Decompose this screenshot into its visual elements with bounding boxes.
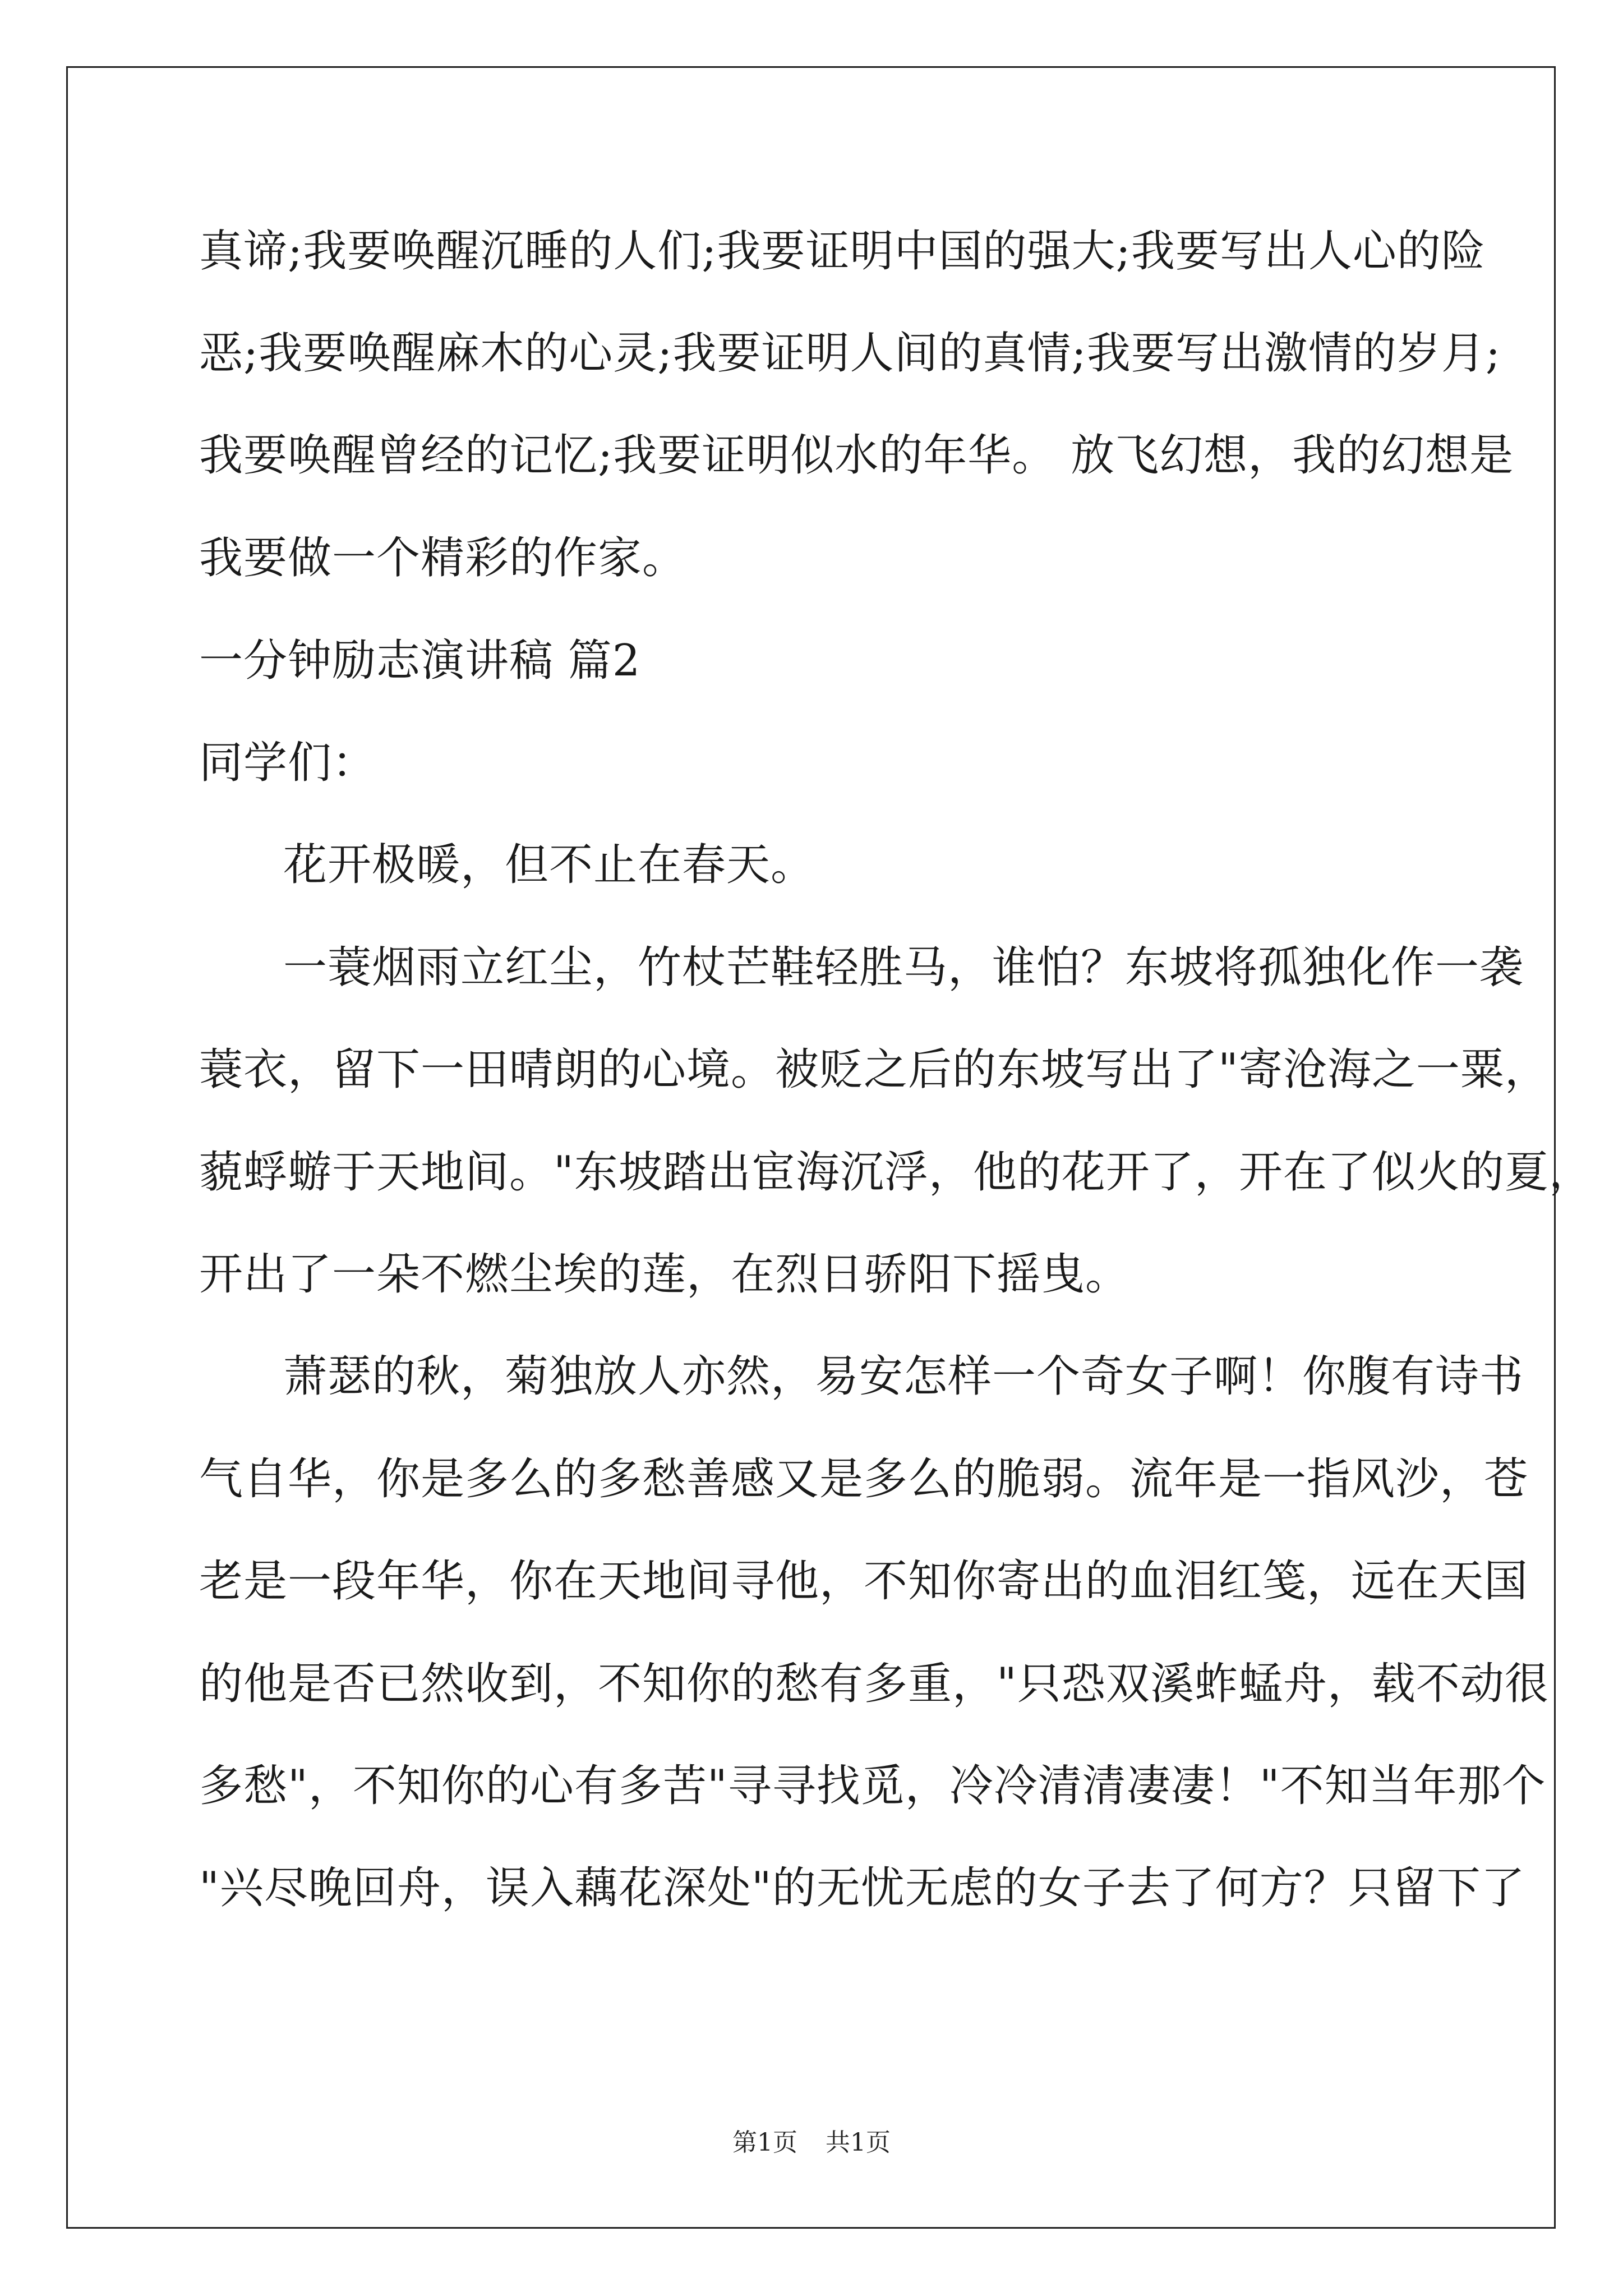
body-line: 蓑衣，留下一田晴朗的心境。被贬之后的东坡写出了"寄沧海之一粟， — [199, 1045, 1549, 1095]
body-line: 藐蜉蝣于天地间。"东坡踏出宦海沉浮，他的花开了，开在了似火的夏， — [199, 1147, 1593, 1198]
paragraph-start: 花开极暖，但不止在春天。 — [283, 840, 815, 890]
body-line: 开出了一朵不燃尘埃的莲，在烈日骄阳下摇曳。 — [199, 1249, 1130, 1300]
body-line: "兴尽晚回舟，误入藕花深处"的无忧无虑的女子去了何方？只留下了 — [199, 1863, 1525, 1913]
body-line: 恶;我要唤醒麻木的心灵;我要证明人间的真情;我要写出激情的岁月; — [199, 328, 1501, 379]
body-line: 老是一段年华，你在天地间寻他，不知你寄出的血泪红笺，远在天国 — [199, 1556, 1529, 1607]
page-number: 第1页 — [732, 2128, 797, 2157]
body-line: 气自华，你是多么的多愁善感又是多么的脆弱。流年是一指风沙，苍 — [199, 1454, 1529, 1504]
page-footer — [0, 2126, 1623, 2160]
paragraph-start: 一蓑烟雨立红尘，竹杖芒鞋轻胜马，谁怕？东坡将孤独化作一袭 — [283, 942, 1524, 993]
section-heading: 一分钟励志演讲稿 篇2 — [199, 636, 641, 686]
body-line: 我要唤醒曾经的记忆;我要证明似水的年华。 放飞幻想，我的幻想是 — [199, 430, 1514, 481]
body-line: 多愁"，不知你的心有多苦"寻寻找觅，冷冷清清凄凄！"不知当年那个 — [199, 1761, 1546, 1811]
body-line: 我要做一个精彩的作家。 — [199, 533, 687, 583]
body-line: 真谛;我要唤醒沉睡的人们;我要证明中国的强大;我要写出人心的险 — [199, 226, 1486, 277]
page-total: 共1页 — [826, 2128, 891, 2157]
body-line: 的他是否已然收到，不知你的愁有多重，"只恐双溪蚱蜢舟，载不动很 — [199, 1659, 1549, 1709]
salutation: 同学们： — [199, 738, 377, 788]
paragraph-start: 萧瑟的秋，菊独放人亦然，易安怎样一个奇女子啊！你腹有诗书 — [283, 1351, 1524, 1402]
